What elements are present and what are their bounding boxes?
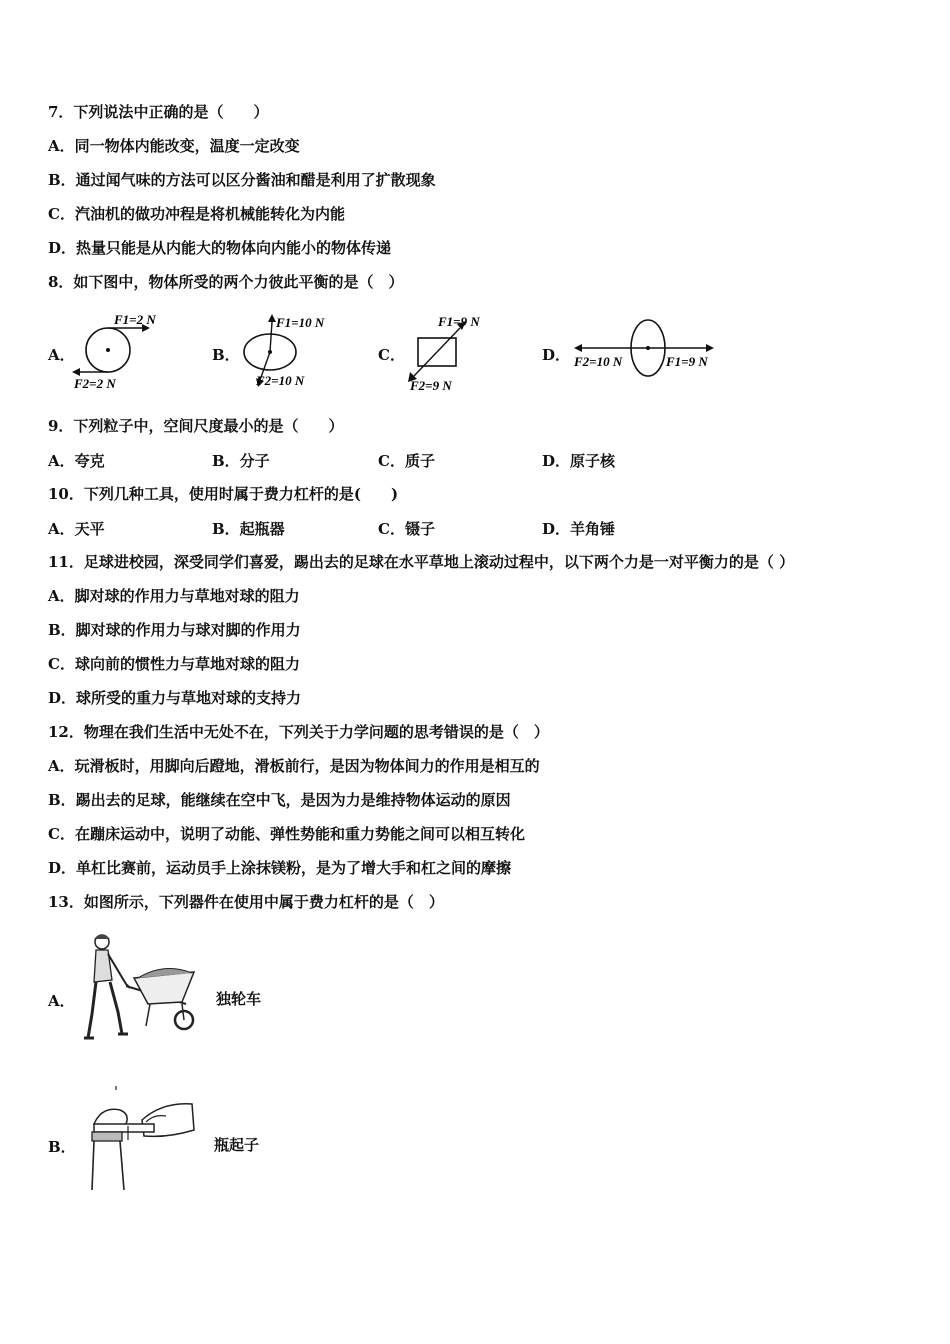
- figa-f1-label: F1=2 N: [114, 312, 156, 327]
- q10-option-d: D．羊角锤: [542, 520, 616, 538]
- q9-options: [48, 450, 908, 470]
- q11-option-d: D．球所受的重力与草地对球的支持力: [48, 689, 302, 707]
- q10-option-a: A．天平: [48, 520, 105, 538]
- figc-f2-label: F2=9 N: [410, 378, 452, 393]
- q12-option-c: C．在蹦床运动中，说明了动能、弹性势能和重力势能之间可以相互转化: [48, 825, 525, 843]
- figc-f1-label: F1=9 N: [438, 314, 480, 329]
- q8-figure-a: [68, 310, 178, 395]
- bottle-opener-illustration: [82, 1082, 202, 1192]
- q9-option-a: A．夸克: [48, 452, 105, 470]
- q9-stem: 9．下列粒子中，空间尺度最小的是（ ）: [48, 417, 344, 435]
- figb-f1-arrow: [268, 314, 276, 322]
- q10-option-c: C．镊子: [378, 520, 435, 538]
- q13-label-b: 瓶起子: [214, 1136, 260, 1154]
- q9-option-b: B．分子: [212, 452, 270, 470]
- q11-option-c: C．球向前的惯性力与草地对球的阻力: [48, 655, 300, 673]
- wheelbarrow-illustration: [78, 926, 203, 1046]
- q8-letter-c: C．: [378, 346, 405, 364]
- figb-f2-label: F2=10 N: [256, 373, 305, 388]
- q7-option-b: B．通过闻气味的方法可以区分酱油和醋是利用了扩散现象: [48, 171, 436, 189]
- q11-stem: 11．足球进校园，深受同学们喜爱，踢出去的足球在水平草地上滚动过程中，以下两个力是一对平衡力的是（ ）: [48, 553, 795, 571]
- figd-f1-label: F1=9 N: [666, 354, 708, 369]
- q11-option-a: A．脚对球的作用力与草地对球的阻力: [48, 587, 300, 605]
- q10-stem: 10．下列几种工具，使用时属于费力杠杆的是( ): [48, 485, 399, 503]
- q12-stem: 12．物理在我们生活中无处不在，下列关于力学问题的思考错误的是（ ）: [48, 723, 549, 741]
- q7-option-a: A．同一物体内能改变，温度一定改变: [48, 137, 300, 155]
- figd-f1-arrow: [706, 344, 714, 352]
- q13-letter-b: B．: [48, 1138, 76, 1156]
- q10-options: [48, 518, 908, 538]
- q8-figure-d: [572, 310, 722, 385]
- q13-stem: 13．如图所示，下列器件在使用中属于费力杠杆的是（ ）: [48, 893, 444, 911]
- figb-f1-label: F1=10 N: [276, 315, 325, 330]
- q9-option-d: D．原子核: [542, 452, 616, 470]
- q12-option-d: D．单杠比赛前，运动员手上涂抹镁粉，是为了增大手和杠之间的摩擦: [48, 859, 512, 877]
- q7-stem: 7．下列说法中正确的是（ ）: [48, 103, 269, 121]
- q12-option-b: B．踢出去的足球，能继续在空中飞，是因为力是维持物体运动的原因: [48, 791, 511, 809]
- q8-figure-c: [400, 310, 510, 395]
- figd-f2-label: F2=10 N: [574, 354, 623, 369]
- q13-letter-a: A．: [48, 992, 75, 1010]
- q8-figure-b: [232, 310, 352, 395]
- figa-f2-arrow: [72, 368, 80, 376]
- q8-letter-a: A．: [48, 346, 75, 364]
- figd-f2-arrow: [574, 344, 582, 352]
- q9-option-c: C．质子: [378, 452, 435, 470]
- q7-option-d: D．热量只能是从内能大的物体向内能小的物体传递: [48, 239, 392, 257]
- q8-letter-b: B．: [212, 346, 240, 364]
- q12-option-a: A．玩滑板时，用脚向后蹬地，滑板前行，是因为物体间力的作用是相互的: [48, 757, 540, 775]
- q8-letter-d: D．: [542, 346, 571, 364]
- q13-label-a: 独轮车: [216, 990, 262, 1008]
- q10-option-b: B．起瓶器: [212, 520, 285, 538]
- q8-stem: 8．如下图中，物体所受的两个力彼此平衡的是（ ）: [48, 273, 404, 291]
- figa-f2-label: F2=2 N: [74, 376, 116, 391]
- q11-option-b: B．脚对球的作用力与球对脚的作用力: [48, 621, 301, 639]
- q7-option-c: C．汽油机的做功冲程是将机械能转化为内能: [48, 205, 345, 223]
